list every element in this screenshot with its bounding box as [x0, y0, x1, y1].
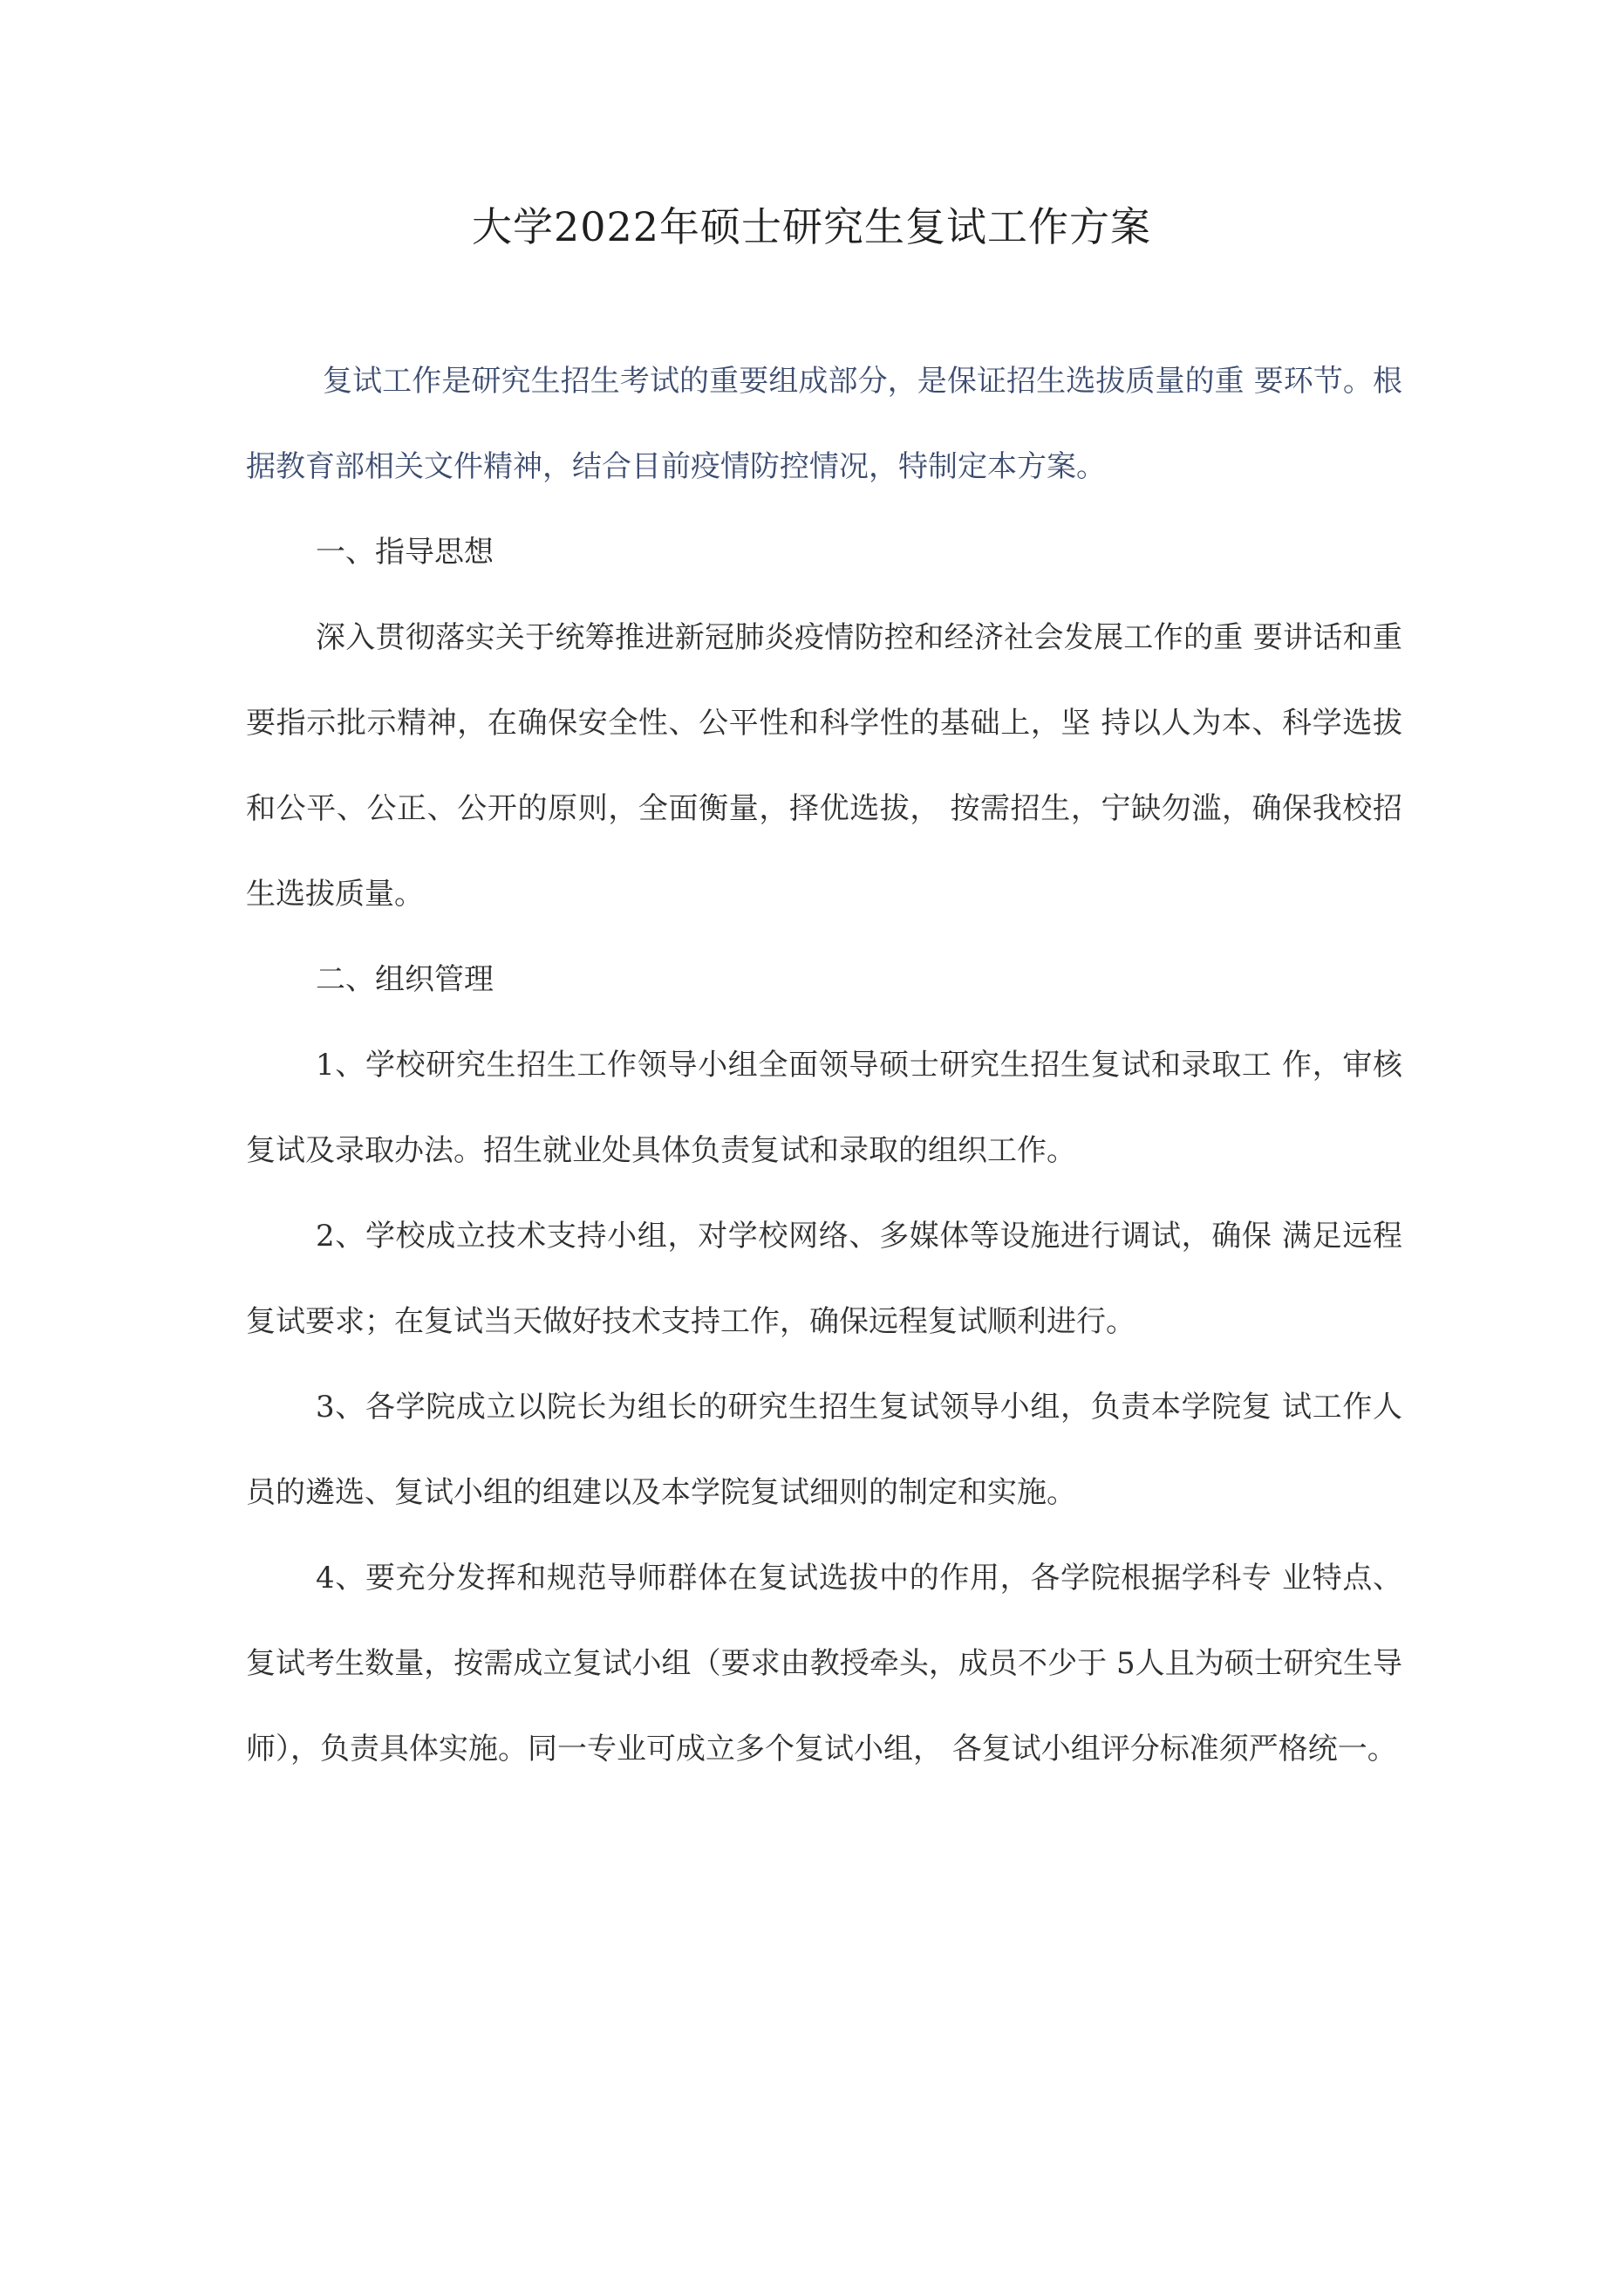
paragraph-organization-4: 4、要充分发挥和规范导师群体在复试选拔中的作用，各学院根据学科专 业特点、复试考生数量，按需成立复试小组（要求由教授牵头，成员不少于 5人且为硕士研究生导师），负责具体实施。同一专业可成立多个复试小组， 各复试小组评分标准须严格统一。: [246, 1561, 1402, 1766]
section-heading-guiding-ideology: 一、指导思想: [316, 535, 494, 570]
section-heading-organization: 二、组织管理: [316, 962, 494, 997]
intro-paragraph: 复试工作是研究生招生考试的重要组成部分，是保证招生选拔质量的重 要环节。根据教育部相关文件精神，结合目前疫情防控情况，特制定本方案。: [246, 364, 1402, 484]
paragraph-guiding-ideology: 深入贯彻落实关于统筹推进新冠肺炎疫情防控和经济社会发展工作的重 要讲话和重要指示批示精神，在确保安全性、公平性和科学性的基础上，坚 持以人为本、科学选拔和公平、公正、公开的原则，全面衡量，择优选拔， 按需招生，宁缺勿滥，确保我校招生选拔质量。: [246, 620, 1402, 912]
paragraph-organization-3: 3、各学院成立以院长为组长的研究生招生复试领导小组，负责本学院复 试工作人员的遴选、复试小组的组建以及本学院复试细则的制定和实施。: [246, 1390, 1402, 1510]
paragraph-organization-1: 1、学校研究生招生工作领导小组全面领导硕士研究生招生复试和录取工 作，审核复试及录取办法。招生就业处具体负责复试和录取的组织工作。: [246, 1048, 1402, 1168]
document-title: 大学2022年硕士研究生复试工作方案: [471, 203, 1152, 250]
document-body: [246, 338, 1402, 1792]
paragraph-organization-2: 2、学校成立技术支持小组，对学校网络、多媒体等设施进行调试，确保 满足远程复试要求；在复试当天做好技术支持工作，确保远程复试顺利进行。: [246, 1219, 1402, 1339]
